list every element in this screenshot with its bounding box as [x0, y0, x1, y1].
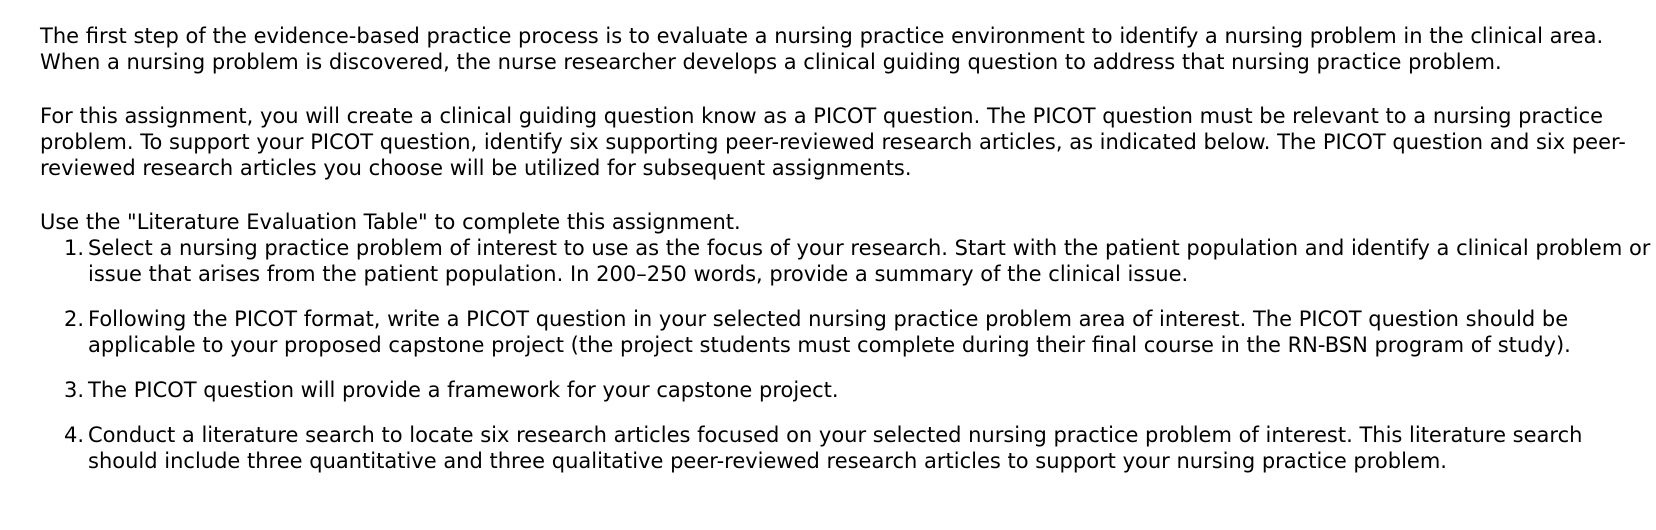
assignment-instructions: [40, 23, 1652, 474]
list-item-number: 4.: [63, 423, 84, 447]
list-item-text: The PICOT question will provide a framework for your capstone project.: [88, 378, 839, 402]
list-item-number: 1.: [63, 236, 84, 260]
list-item-text: Following the PICOT format, write a PICOT question in your selected nursing practice problem area of interest. The PICOT question should be applicable to your proposed capstone project (the project students must complete during their final course in the RN-BSN program of study).: [88, 307, 1571, 357]
list-item: [63, 306, 1652, 358]
list-item-text: Conduct a literature search to locate six research articles focused on your selected nursing practice problem of interest. This literature search should include three quantitative and three qualitative peer-reviewed research articles to support your nursing practice problem.: [88, 423, 1583, 473]
paragraph-evidence-based-practice: The first step of the evidence-based practice process is to evaluate a nursing practice environment to identify a nursing problem in the clinical area. When a nursing problem is discovered, the nurse researcher develops a clinical guiding question to address that nursing practice problem.: [40, 24, 1604, 74]
list-item-text: Select a nursing practice problem of interest to use as the focus of your research. Start with the patient population and identify a clinical problem or issue that arises from the patient population. In 200–250 words, provide a summary of the clinical issue.: [88, 236, 1651, 286]
list-item: [63, 422, 1652, 474]
paragraph-picot-assignment: For this assignment, you will create a clinical guiding question know as a PICOT question. The PICOT question must be relevant to a nursing practice problem. To support your PICOT question, identify six supporting peer-reviewed research articles, as indicated below. The PICOT question and six peer-reviewed research articles you choose will be utilized for subsequent assignments.: [40, 104, 1626, 180]
list-item: [63, 377, 1652, 403]
assignment-steps-list: [40, 235, 1652, 474]
list-intro: Use the "Literature Evaluation Table" to complete this assignment.: [40, 210, 741, 234]
list-item: [63, 235, 1652, 287]
list-item-number: 2.: [63, 307, 84, 331]
list-item-number: 3.: [63, 378, 84, 402]
